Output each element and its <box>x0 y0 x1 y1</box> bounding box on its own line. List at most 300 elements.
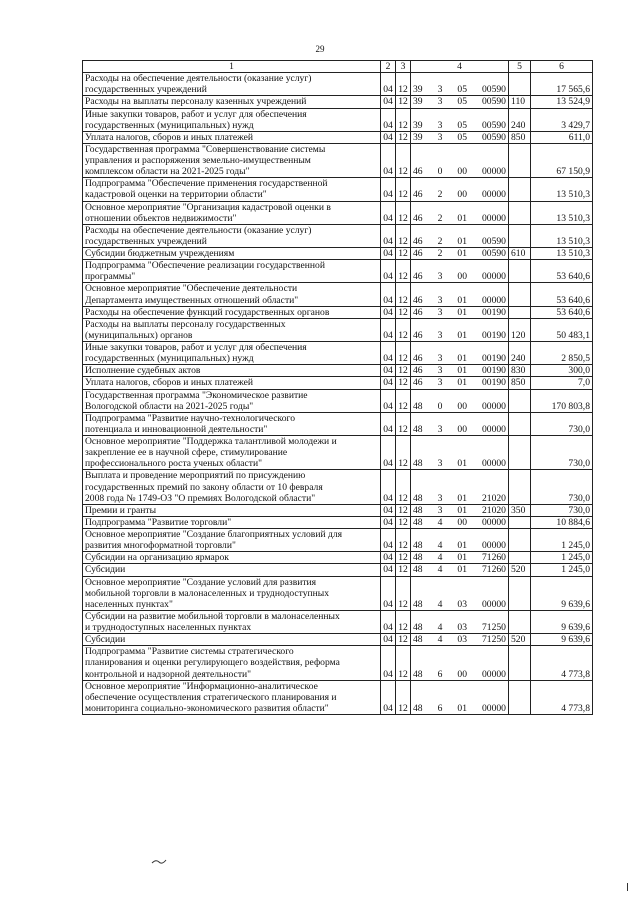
target-article-parts <box>413 189 506 200</box>
subsection-code: 12 <box>396 552 411 564</box>
table-row <box>83 283 593 306</box>
target-article-part: 00 <box>457 400 467 412</box>
table-row <box>83 516 593 528</box>
amount: 50 483,1 <box>531 318 593 341</box>
target-article-part: 05 <box>457 84 467 96</box>
section-code: 04 <box>381 342 396 365</box>
amount: 2 850,5 <box>531 342 593 365</box>
subsection-code: 12 <box>396 73 411 96</box>
table-row <box>83 365 593 377</box>
target-article-part: 00190 <box>481 353 506 365</box>
column-header: 3 <box>396 61 411 73</box>
subsection-code: 12 <box>396 96 411 108</box>
target-article-part: 4 <box>437 564 443 576</box>
amount: 53 640,6 <box>531 283 593 306</box>
target-article-code <box>411 96 509 108</box>
row-name: Подпрограмма "Развитие научно-технологического потенциала и инновационной деятельности" <box>83 412 381 435</box>
section-code: 04 <box>381 516 396 528</box>
amount: 13 510,3 <box>531 224 593 247</box>
target-article-part: 3 <box>437 271 443 283</box>
target-article-code <box>411 412 509 435</box>
target-article-code <box>411 377 509 389</box>
expense-type-code: 240 <box>509 108 531 131</box>
subsection-code: 12 <box>396 389 411 412</box>
target-article-part: 39 <box>413 84 423 96</box>
amount: 170 803,8 <box>531 389 593 412</box>
target-article-code <box>411 201 509 224</box>
section-code: 04 <box>381 552 396 564</box>
target-article-part: 00590 <box>481 119 506 131</box>
target-article-part: 21020 <box>481 504 506 516</box>
target-article-part: 00000 <box>481 400 506 412</box>
amount: 1 245,0 <box>531 529 593 552</box>
target-article-parts <box>413 564 506 575</box>
target-article-parts <box>413 377 506 388</box>
target-article-code <box>411 552 509 564</box>
expense-type-code <box>509 436 531 470</box>
amount: 10 884,6 <box>531 516 593 528</box>
table-row <box>83 201 593 224</box>
row-name: Субсидии бюджетным учреждениям <box>83 248 381 260</box>
target-article-parts <box>413 517 506 528</box>
target-article-part: 2 <box>437 248 443 259</box>
row-name: Субсидии <box>83 634 381 646</box>
row-name: Уплата налогов, сборов и иных платежей <box>83 131 381 143</box>
subsection-code: 12 <box>396 576 411 610</box>
target-article-part: 00590 <box>481 235 506 247</box>
target-article-code <box>411 108 509 131</box>
target-article-code <box>411 283 509 306</box>
target-article-parts <box>413 96 506 107</box>
target-article-part: 00590 <box>481 96 506 108</box>
target-article-part: 46 <box>413 248 423 259</box>
expense-type-code <box>509 552 531 564</box>
target-article-part: 48 <box>413 564 423 576</box>
row-name: Основное мероприятие "Создание условий для развития мобильной торговли в малонаселенных и труднодоступных населенных пунктах" <box>83 576 381 610</box>
expense-type-code <box>509 283 531 306</box>
target-article-part: 01 <box>457 294 467 306</box>
target-article-part: 6 <box>437 702 443 714</box>
target-article-parts <box>413 493 506 504</box>
target-article-parts <box>413 622 506 633</box>
target-article-parts <box>413 236 506 247</box>
section-code: 04 <box>381 224 396 247</box>
expense-type-code <box>509 529 531 552</box>
expense-type-code: 850 <box>509 377 531 389</box>
table-row <box>83 470 593 504</box>
row-name: Исполнение судебных актов <box>83 365 381 377</box>
target-article-parts <box>413 703 506 714</box>
amount: 300,0 <box>531 365 593 377</box>
target-article-part: 01 <box>457 492 467 504</box>
section-code: 04 <box>381 412 396 435</box>
row-name: Основное мероприятие "Организация кадастровой оценки в отношении объектов недвижимости" <box>83 201 381 224</box>
table-row <box>83 248 593 260</box>
row-name: Субсидии на организацию ярмарок <box>83 552 381 564</box>
target-article-part: 4 <box>437 516 443 528</box>
target-article-parts <box>413 552 506 563</box>
table-row <box>83 260 593 283</box>
target-article-part: 01 <box>457 552 467 564</box>
row-name: Подпрограмма "Обеспечение реализации государственной программы" <box>83 260 381 283</box>
target-article-part: 01 <box>457 329 467 341</box>
target-article-part: 46 <box>413 377 423 389</box>
expense-type-code <box>509 680 531 714</box>
expense-type-code <box>509 576 531 610</box>
target-article-part: 3 <box>437 329 443 341</box>
target-article-part: 48 <box>413 423 423 435</box>
target-article-part: 71260 <box>481 552 506 564</box>
target-article-code <box>411 318 509 341</box>
target-article-part: 71250 <box>481 634 506 646</box>
table-row <box>83 552 593 564</box>
section-code: 04 <box>381 318 396 341</box>
table-row <box>83 131 593 143</box>
expense-type-code <box>509 610 531 633</box>
target-article-code <box>411 306 509 318</box>
target-article-part: 48 <box>413 492 423 504</box>
target-article-part: 01 <box>457 248 467 259</box>
target-article-parts <box>413 458 506 469</box>
amount: 17 565,6 <box>531 73 593 96</box>
target-article-parts <box>413 669 506 680</box>
expense-type-code: 120 <box>509 318 531 341</box>
target-article-parts <box>413 271 506 282</box>
section-code: 04 <box>381 131 396 143</box>
target-article-part: 01 <box>457 365 467 377</box>
subsection-code: 12 <box>396 646 411 680</box>
target-article-part: 00 <box>457 189 467 201</box>
target-article-part: 00000 <box>481 189 506 201</box>
target-article-parts <box>413 599 506 610</box>
section-code: 04 <box>381 504 396 516</box>
target-article-part: 3 <box>437 96 443 108</box>
row-name: Выплата и проведение мероприятий по присуждению государственных премий по закону области от 10 февраля 2008 года № 1749-ОЗ "О премиях Вологодской области" <box>83 470 381 504</box>
target-article-part: 00190 <box>481 365 506 377</box>
target-article-part: 3 <box>437 84 443 96</box>
target-article-part: 00000 <box>481 271 506 283</box>
target-article-part: 01 <box>457 212 467 224</box>
expense-type-code <box>509 389 531 412</box>
target-article-part: 48 <box>413 598 423 610</box>
amount: 3 429,7 <box>531 108 593 131</box>
section-code: 04 <box>381 610 396 633</box>
amount: 730,0 <box>531 470 593 504</box>
row-name: Расходы на обеспечение деятельности (оказание услуг) государственных учреждений <box>83 224 381 247</box>
target-article-part: 01 <box>457 235 467 247</box>
table-row <box>83 178 593 201</box>
table-row <box>83 342 593 365</box>
row-name: Иные закупки товаров, работ и услуг для обеспечения государственных (муниципальных) нужд <box>83 342 381 365</box>
target-article-part: 3 <box>437 504 443 516</box>
target-article-parts <box>413 505 506 516</box>
target-article-part: 39 <box>413 131 423 143</box>
amount: 53 640,6 <box>531 260 593 283</box>
target-article-parts <box>413 248 506 259</box>
target-article-part: 01 <box>457 353 467 365</box>
row-name: Расходы на обеспечение деятельности (оказание услуг) государственных учреждений <box>83 73 381 96</box>
target-article-part: 00190 <box>481 306 506 318</box>
subsection-code: 12 <box>396 108 411 131</box>
row-name: Основное мероприятие "Создание благоприятных условий для развития многоформатной торговли" <box>83 529 381 552</box>
subsection-code: 12 <box>396 201 411 224</box>
target-article-parts <box>413 295 506 306</box>
subsection-code: 12 <box>396 470 411 504</box>
subsection-code: 12 <box>396 260 411 283</box>
target-article-part: 48 <box>413 540 423 552</box>
subsection-code: 12 <box>396 248 411 260</box>
target-article-parts <box>413 120 506 131</box>
amount: 13 510,3 <box>531 178 593 201</box>
target-article-code <box>411 260 509 283</box>
target-article-code <box>411 178 509 201</box>
expense-type-code <box>509 470 531 504</box>
target-article-part: 00590 <box>481 248 506 259</box>
expense-type-code: 110 <box>509 96 531 108</box>
target-article-parts <box>413 353 506 364</box>
section-code: 04 <box>381 680 396 714</box>
amount: 13 524,9 <box>531 96 593 108</box>
target-article-part: 48 <box>413 400 423 412</box>
target-article-part: 01 <box>457 306 467 318</box>
table-row <box>83 412 593 435</box>
target-article-part: 00000 <box>481 598 506 610</box>
row-name: Государственная программа "Экономическое развитие Вологодской области на 2021-2025 годы" <box>83 389 381 412</box>
table-row <box>83 529 593 552</box>
target-article-part: 46 <box>413 365 423 377</box>
expense-type-code <box>509 201 531 224</box>
amount: 13 510,3 <box>531 248 593 260</box>
target-article-part: 46 <box>413 212 423 224</box>
subsection-code: 12 <box>396 634 411 646</box>
table-row <box>83 646 593 680</box>
table-row <box>83 318 593 341</box>
amount: 730,0 <box>531 412 593 435</box>
target-article-part: 05 <box>457 119 467 131</box>
target-article-parts <box>413 365 506 376</box>
target-article-part: 71260 <box>481 564 506 576</box>
amount: 1 245,0 <box>531 564 593 576</box>
target-article-part: 2 <box>437 189 443 201</box>
section-code: 04 <box>381 377 396 389</box>
section-code: 04 <box>381 73 396 96</box>
target-article-part: 01 <box>457 702 467 714</box>
section-code: 04 <box>381 178 396 201</box>
amount: 13 510,3 <box>531 201 593 224</box>
table-row <box>83 610 593 633</box>
expense-type-code <box>509 73 531 96</box>
row-name: Субсидии на развитие мобильной торговли в малонаселенных и труднодоступных населенных пунктах <box>83 610 381 633</box>
section-code: 04 <box>381 283 396 306</box>
expense-type-code <box>509 224 531 247</box>
target-article-part: 46 <box>413 294 423 306</box>
expense-type-code: 520 <box>509 634 531 646</box>
target-article-part: 00 <box>457 423 467 435</box>
budget-table <box>82 60 593 715</box>
target-article-part: 46 <box>413 306 423 318</box>
target-article-part: 4 <box>437 634 443 646</box>
section-code: 04 <box>381 529 396 552</box>
row-name: Расходы на выплаты персоналу государственных (муниципальных) органов <box>83 318 381 341</box>
subsection-code: 12 <box>396 516 411 528</box>
target-article-part: 3 <box>437 119 443 131</box>
table-row <box>83 377 593 389</box>
target-article-part: 2 <box>437 212 443 224</box>
target-article-part: 05 <box>457 131 467 143</box>
target-article-code <box>411 564 509 576</box>
target-article-part: 48 <box>413 622 423 633</box>
target-article-part: 00 <box>457 271 467 283</box>
pen-mark-icon <box>151 858 167 864</box>
target-article-part: 46 <box>413 329 423 341</box>
amount: 67 150,9 <box>531 143 593 177</box>
target-article-part: 48 <box>413 702 423 714</box>
page-number: 29 <box>315 44 325 54</box>
row-name: Иные закупки товаров, работ и услуг для обеспечения государственных (муниципальных) нужд <box>83 108 381 131</box>
amount: 9 639,6 <box>531 610 593 633</box>
target-article-parts <box>413 540 506 551</box>
amount: 4 773,8 <box>531 646 593 680</box>
table-row <box>83 634 593 646</box>
subsection-code: 12 <box>396 143 411 177</box>
section-code: 04 <box>381 108 396 131</box>
target-article-parts <box>413 132 506 143</box>
subsection-code: 12 <box>396 680 411 714</box>
subsection-code: 12 <box>396 412 411 435</box>
target-article-part: 4 <box>437 598 443 610</box>
amount: 1 245,0 <box>531 552 593 564</box>
target-article-parts <box>413 307 506 318</box>
subsection-code: 12 <box>396 365 411 377</box>
subsection-code: 12 <box>396 224 411 247</box>
target-article-part: 00590 <box>481 84 506 96</box>
target-article-part: 01 <box>457 377 467 389</box>
target-article-part: 05 <box>457 96 467 108</box>
amount: 7,0 <box>531 377 593 389</box>
margin-mark <box>627 883 628 891</box>
target-article-part: 46 <box>413 271 423 283</box>
target-article-code <box>411 143 509 177</box>
row-name: Субсидии <box>83 564 381 576</box>
table-row <box>83 73 593 96</box>
target-article-part: 00190 <box>481 377 506 389</box>
target-article-part: 00000 <box>481 166 506 178</box>
target-article-part: 00000 <box>481 458 506 470</box>
row-name: Расходы на выплаты персоналу казенных учреждений <box>83 96 381 108</box>
target-article-part: 00 <box>457 166 467 178</box>
section-code: 04 <box>381 201 396 224</box>
target-article-code <box>411 516 509 528</box>
amount: 730,0 <box>531 504 593 516</box>
subsection-code: 12 <box>396 306 411 318</box>
subsection-code: 12 <box>396 318 411 341</box>
section-code: 04 <box>381 436 396 470</box>
target-article-part: 00000 <box>481 668 506 680</box>
target-article-code <box>411 131 509 143</box>
target-article-part: 01 <box>457 564 467 576</box>
target-article-part: 00590 <box>481 131 506 143</box>
section-code: 04 <box>381 470 396 504</box>
section-code: 04 <box>381 389 396 412</box>
column-header: 1 <box>83 61 381 73</box>
expense-type-code: 520 <box>509 564 531 576</box>
target-article-part: 00000 <box>481 294 506 306</box>
target-article-part: 48 <box>413 516 423 528</box>
budget-table-body <box>83 73 593 715</box>
target-article-parts <box>413 634 506 645</box>
amount: 53 640,6 <box>531 306 593 318</box>
expense-type-code <box>509 646 531 680</box>
subsection-code: 12 <box>396 377 411 389</box>
target-article-code <box>411 389 509 412</box>
table-row <box>83 576 593 610</box>
target-article-code <box>411 470 509 504</box>
section-code: 04 <box>381 306 396 318</box>
target-article-part: 00000 <box>481 212 506 224</box>
expense-type-code <box>509 178 531 201</box>
target-article-parts <box>413 401 506 412</box>
subsection-code: 12 <box>396 436 411 470</box>
row-name: Основное мероприятие "Поддержка талантливой молодежи и закрепление ее в научной сфере, стимулирование профессионального роста ученых области" <box>83 436 381 470</box>
target-article-part: 46 <box>413 189 423 201</box>
target-article-part: 3 <box>437 131 443 143</box>
target-article-part: 4 <box>437 622 443 633</box>
column-header: 2 <box>381 61 396 73</box>
target-article-code <box>411 342 509 365</box>
target-article-part: 3 <box>437 423 443 435</box>
column-header: 4 <box>411 61 509 73</box>
expense-type-code: 240 <box>509 342 531 365</box>
target-article-part: 3 <box>437 458 443 470</box>
target-article-part: 3 <box>437 492 443 504</box>
row-name: Уплата налогов, сборов и иных платежей <box>83 377 381 389</box>
target-article-part: 6 <box>437 668 443 680</box>
target-article-code <box>411 224 509 247</box>
target-article-code <box>411 529 509 552</box>
column-header: 5 <box>509 61 531 73</box>
subsection-code: 12 <box>396 564 411 576</box>
column-header: 6 <box>531 61 593 73</box>
table-header-row <box>83 61 593 73</box>
target-article-part: 03 <box>457 622 467 633</box>
target-article-part: 21020 <box>481 492 506 504</box>
target-article-parts <box>413 84 506 95</box>
target-article-part: 48 <box>413 668 423 680</box>
target-article-code <box>411 248 509 260</box>
row-name: Подпрограмма "Обеспечение применения государственной кадастровой оценки на территории области" <box>83 178 381 201</box>
subsection-code: 12 <box>396 529 411 552</box>
target-article-part: 48 <box>413 552 423 564</box>
table-row <box>83 436 593 470</box>
subsection-code: 12 <box>396 178 411 201</box>
target-article-part: 03 <box>457 634 467 646</box>
target-article-part: 03 <box>457 598 467 610</box>
table-row <box>83 680 593 714</box>
expense-type-code: 350 <box>509 504 531 516</box>
target-article-part: 01 <box>457 504 467 516</box>
row-name: Подпрограмма "Развитие системы стратегического планирования и оценки регулирующего воздействия, реформа контрольной и надзорной деятельности" <box>83 646 381 680</box>
table-row <box>83 96 593 108</box>
table-row <box>83 389 593 412</box>
target-article-code <box>411 365 509 377</box>
target-article-code <box>411 680 509 714</box>
target-article-parts <box>413 424 506 435</box>
target-article-part: 0 <box>437 166 443 178</box>
table-row <box>83 143 593 177</box>
section-code: 04 <box>381 248 396 260</box>
table-row <box>83 306 593 318</box>
row-name: Государственная программа "Совершенствование системы управления и распоряжения земельно-имущественным комплексом области на 2021-2025 годы" <box>83 143 381 177</box>
